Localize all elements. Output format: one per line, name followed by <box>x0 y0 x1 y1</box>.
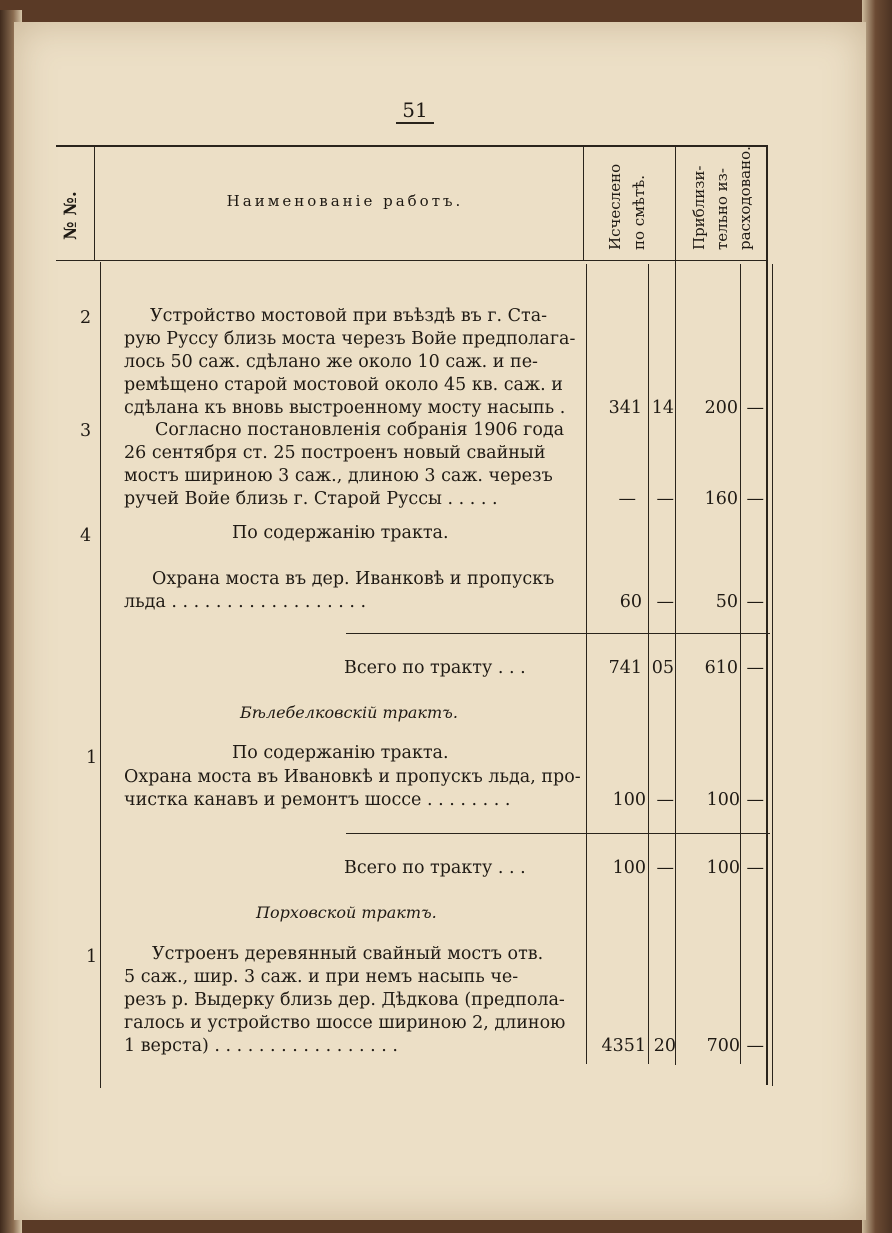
spent-kopecks: — <box>746 658 764 678</box>
total-rule <box>346 833 770 834</box>
est-kopecks: 20 <box>653 1036 676 1056</box>
row-number: 3 <box>80 421 92 441</box>
row-subheading: По содержанію тракта. <box>232 743 449 763</box>
spent-kopecks: — <box>746 592 764 612</box>
book-edge-right <box>862 0 892 1233</box>
page-number-underline <box>396 122 434 124</box>
col-rule-spent <box>675 145 676 1065</box>
est-rubles: 741 <box>608 658 642 678</box>
row-text-line: мостъ шириною 3 саж., длиною 3 саж. черезъ <box>124 466 553 486</box>
total-label: Всего по тракту . . . <box>344 858 526 878</box>
section-title: Бѣлебелковскій трактъ. <box>240 703 458 722</box>
total-rule <box>346 633 770 634</box>
row-number: 1 <box>86 748 98 768</box>
page-number: 51 <box>402 98 428 122</box>
est-rubles: 100 <box>612 858 646 878</box>
row-text-line: 1 верста) . . . . . . . . . . . . . . . . . <box>124 1036 398 1056</box>
header-col-estimated-2: по смѣтѣ. <box>630 174 648 250</box>
col-rule-number <box>94 145 95 260</box>
row-text-line: Устроенъ деревянный свайный мостъ отв. <box>152 944 544 964</box>
est-kopecks: 14 <box>651 398 674 418</box>
est-rubles: — <box>618 489 636 509</box>
row-text-line: 5 саж., шир. 3 саж. и при немъ насыпь че- <box>124 967 519 987</box>
row-text-line: Охрана моста въ дер. Иванковѣ и пропускъ <box>152 569 555 589</box>
col-rule-est-kop <box>648 264 649 1064</box>
row-text-line: Охрана моста въ Ивановкѣ и пропускъ льда, про- <box>124 767 581 787</box>
est-rubles: 100 <box>612 790 646 810</box>
row-text-line: галось и устройство шоссе шириною 2, длиною <box>124 1013 566 1033</box>
spent-rubles: 100 <box>706 790 740 810</box>
row-text-line: Согласно постановленія собранія 1906 года <box>155 420 565 440</box>
row-text-line: чистка канавъ и ремонтъ шоссе . . . . . . . . <box>124 790 511 810</box>
row-text-line: 26 сентября ст. 25 построенъ новый свайный <box>124 443 546 463</box>
row-text-line: ручей Войе близь г. Старой Руссы . . . . . <box>124 489 498 509</box>
header-bottom-rule <box>56 260 768 261</box>
spent-rubles: 200 <box>704 398 738 418</box>
col-rule-right-outer <box>772 264 773 1086</box>
col-rule-name <box>583 145 584 260</box>
row-subheading: По содержанію тракта. <box>232 523 449 543</box>
est-kopecks: — <box>656 858 674 878</box>
section-title: Порховской трактъ. <box>256 903 437 922</box>
col-rule-spent-kop <box>740 264 741 1064</box>
col-rule-body-left <box>100 262 101 1088</box>
table-top-rule <box>56 145 768 147</box>
est-kopecks: — <box>656 790 674 810</box>
row-text-line: Устройство мостовой при въѣздѣ въ г. Ста- <box>150 306 548 326</box>
spent-rubles: 700 <box>706 1036 740 1056</box>
row-text-line: рую Руссу близь моста черезъ Войе предполага- <box>124 329 576 349</box>
spent-rubles: 160 <box>704 489 738 509</box>
est-rubles: 341 <box>608 398 642 418</box>
header-col-name: Наименованіе работъ. <box>226 192 464 210</box>
est-kopecks: — <box>656 592 674 612</box>
row-text-line: резъ р. Выдерку близь дер. Дѣдкова (предпола- <box>124 990 565 1010</box>
header-col-estimated-1: Исчеслено <box>606 163 624 250</box>
col-rule-right <box>766 145 768 1085</box>
row-text-line: лось 50 саж. сдѣлано же около 10 саж. и пе- <box>124 352 538 372</box>
header-col-spent-3: расходовано. <box>736 146 754 250</box>
spent-kopecks: — <box>746 489 764 509</box>
total-label: Всего по тракту . . . <box>344 658 526 678</box>
spent-rubles: 100 <box>706 858 740 878</box>
row-number: 1 <box>86 947 98 967</box>
header-col-number: № №. <box>61 191 81 240</box>
header-col-spent-2: тельно из- <box>713 168 731 250</box>
est-kopecks: 05 <box>651 658 674 678</box>
spent-kopecks: — <box>746 790 764 810</box>
row-text-line: льда . . . . . . . . . . . . . . . . . . <box>124 592 367 612</box>
spent-kopecks: — <box>746 398 764 418</box>
row-text-line: сдѣлана къ вновь выстроенному мосту насыпь . <box>124 398 566 418</box>
header-col-spent-1: Приблизи- <box>690 165 708 250</box>
spent-rubles: 610 <box>704 658 738 678</box>
row-text-line: ремѣщено старой мостовой около 45 кв. саж. и <box>124 375 563 395</box>
spent-rubles: 50 <box>715 592 738 612</box>
spent-kopecks: — <box>746 1036 764 1056</box>
spent-kopecks: — <box>746 858 764 878</box>
est-rubles: 60 <box>619 592 642 612</box>
row-number: 2 <box>80 308 92 328</box>
est-rubles: 4351 <box>601 1036 646 1056</box>
row-number: 4 <box>80 526 92 546</box>
est-kopecks: — <box>656 489 674 509</box>
col-rule-est <box>586 264 587 1064</box>
